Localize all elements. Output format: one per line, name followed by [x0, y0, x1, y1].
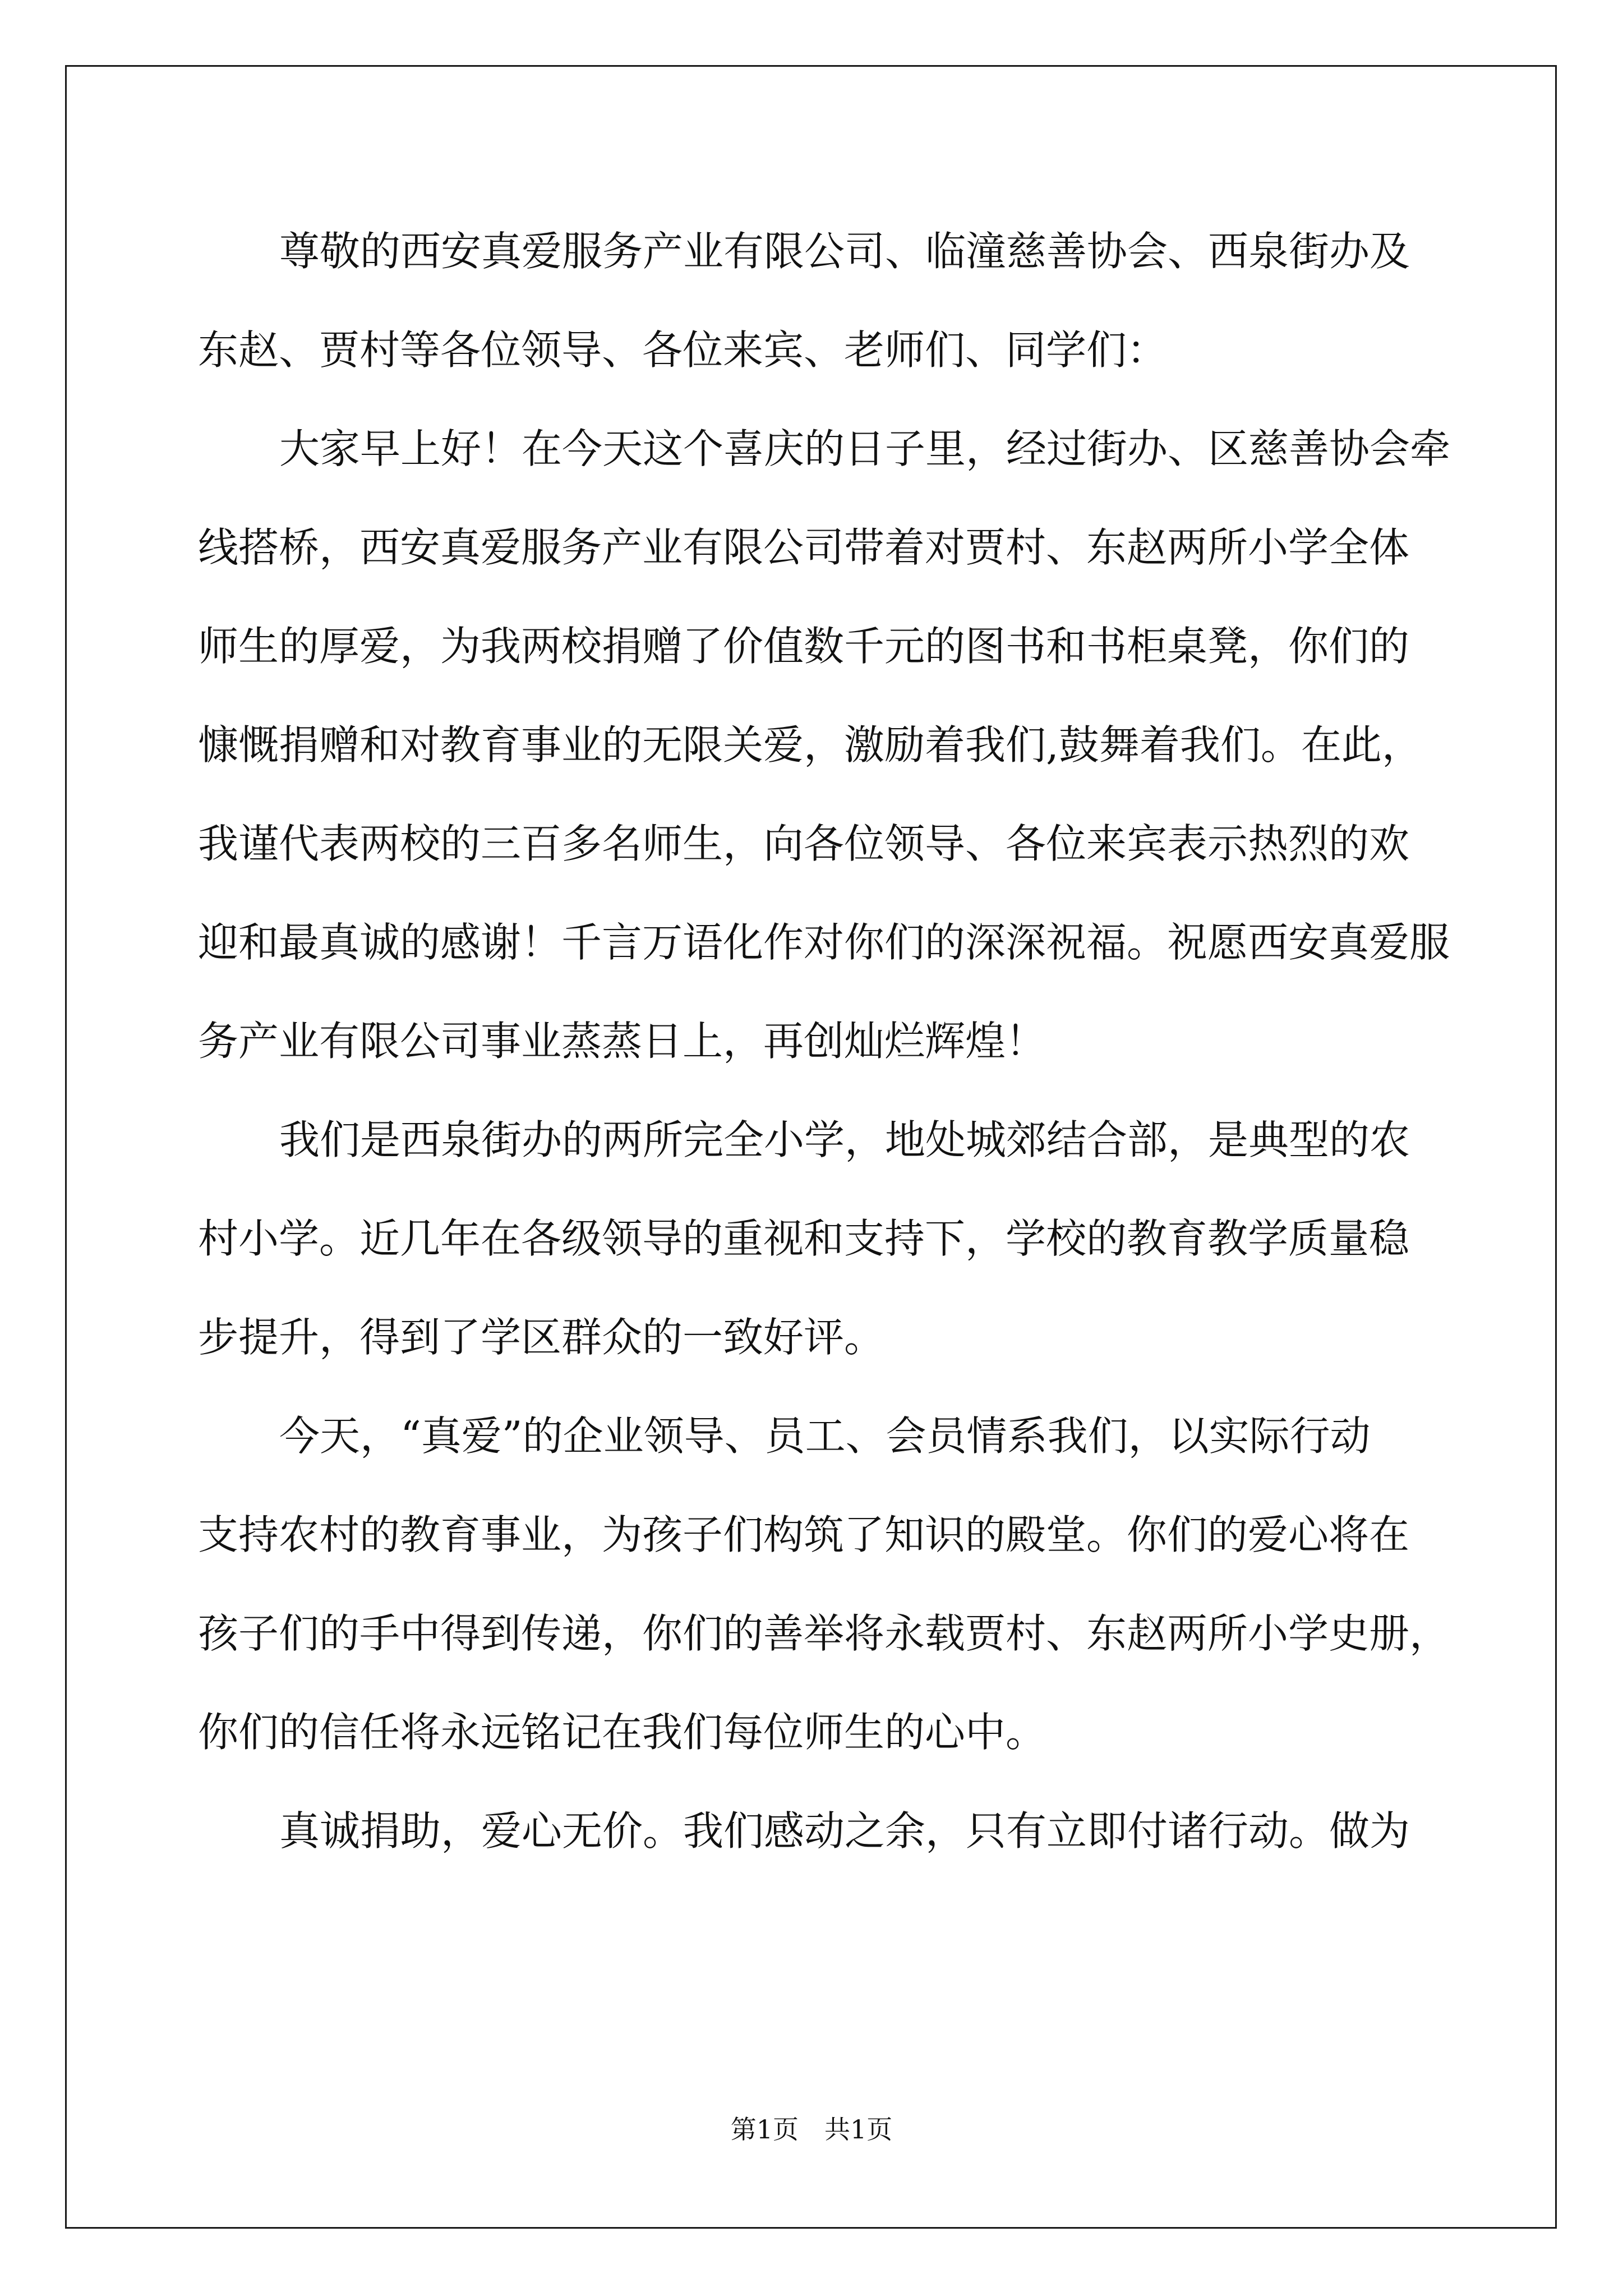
text-line: 支持农村的教育事业，为孩子们构筑了知识的殿堂。你们的爱心将在 — [198, 1511, 1410, 1558]
page-number-footer: 第1页 共1页 — [730, 2114, 893, 2145]
text-line: 真诚捐助，爱心无价。我们感动之余，只有立即付诸行动。做为 — [279, 1807, 1410, 1855]
text-line: 我谨代表两校的三百多名师生，向各位领导、各位来宾表示热烈的欢 — [198, 820, 1410, 867]
text-line: 步提升，得到了学区群众的一致好评。 — [198, 1314, 885, 1361]
text-line: 今天，“真爱”的企业领导、员工、会员情系我们，以实际行动 — [279, 1412, 1371, 1460]
text-line: 务产业有限公司事业蒸蒸日上，再创灿烂辉煌！ — [198, 1018, 1046, 1065]
text-line: 我们是西泉街办的两所完全小学，地处城郊结合部，是典型的农 — [279, 1116, 1410, 1163]
text-line: 孩子们的手中得到传递，你们的善举将永载贾村、东赵两所小学史册， — [198, 1610, 1450, 1657]
text-line: 线搭桥，西安真爱服务产业有限公司带着对贾村、东赵两所小学全体 — [198, 524, 1410, 571]
text-line: 大家早上好！在今天这个喜庆的日子里，经过街办、区慈善协会牵 — [279, 425, 1451, 472]
document-body — [198, 202, 1451, 1880]
text-line: 迎和最真诚的感谢！千言万语化作对你们的深深祝福。祝愿西安真爱服 — [198, 919, 1450, 966]
text-line: 慷慨捐赠和对教育事业的无限关爱，激励着我们,鼓舞着我们。在此， — [198, 721, 1422, 769]
text-line: 村小学。近几年在各级领导的重视和支持下，学校的教育教学质量稳 — [198, 1215, 1410, 1262]
text-line: 你们的信任将永远铭记在我们每位师生的心中。 — [198, 1709, 1046, 1756]
text-line: 尊敬的西安真爱服务产业有限公司、临潼慈善协会、西泉街办及 — [279, 228, 1410, 275]
text-line: 师生的厚爱，为我两校捐赠了价值数千元的图书和书柜桌凳，你们的 — [198, 623, 1410, 670]
text-line: 东赵、贾村等各位领导、各位来宾、老师们、同学们： — [198, 326, 1168, 374]
